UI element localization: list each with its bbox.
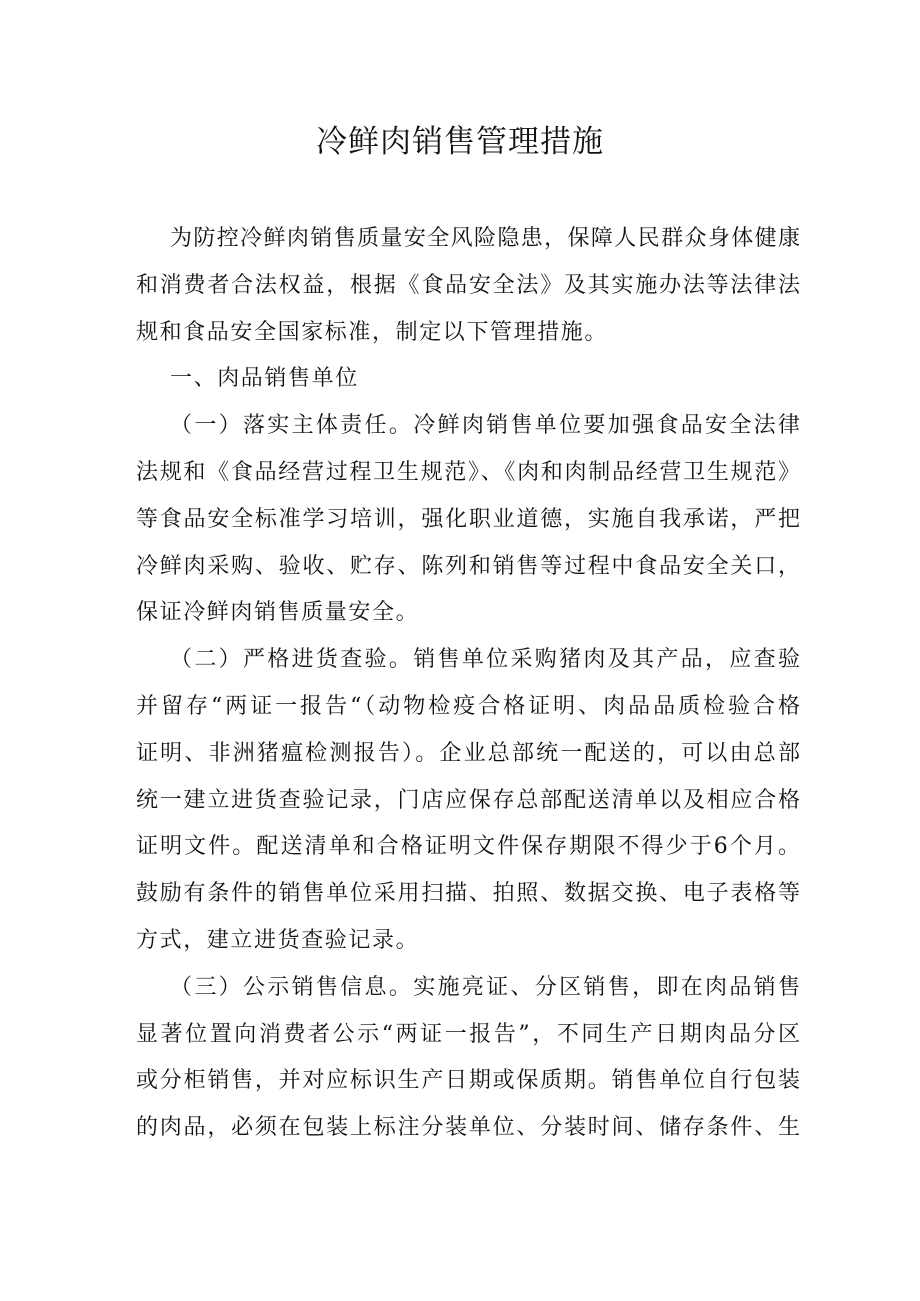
text-line: 并留存“两证一报告“（动物检疫合格证明、肉品品质检验合格 bbox=[136, 693, 800, 719]
paragraph bbox=[136, 403, 800, 637]
paragraph bbox=[136, 965, 800, 1152]
text-line: 证明、非洲猪瘟检测报告）。企业总部统一配送的，可以由总部 bbox=[136, 740, 800, 766]
text-line: 保证冷鲜肉销售质量安全。 bbox=[136, 600, 420, 626]
text-line: 方式，建立进货查验记录。 bbox=[136, 927, 420, 953]
paragraph bbox=[136, 637, 800, 965]
text-line: 显著位置向消费者公示“两证一报告”，不同生产日期肉品分区 bbox=[136, 1021, 800, 1047]
text-line: 的肉品，必须在包装上标注分装单位、分装时间、储存条件、生 bbox=[136, 1115, 800, 1141]
text-line: 鼓励有条件的销售单位采用扫描、拍照、数据交换、电子表格等 bbox=[136, 881, 800, 907]
text-line: 为防控冷鲜肉销售质量安全风险隐患，保障人民群众身体健康 bbox=[170, 226, 800, 251]
text-line: （一）落实主体责任。冷鲜肉销售单位要加强食品安全法律 bbox=[170, 413, 800, 439]
text-line: 或分柜销售，并对应标识生产日期或保质期。销售单位自行包装 bbox=[136, 1068, 800, 1094]
text-line: 和消费者合法权益，根据《食品安全法》及其实施办法等法律法 bbox=[136, 272, 800, 298]
section-heading bbox=[136, 356, 800, 403]
text-line: 规和食品安全国家标准，制定以下管理措施。 bbox=[136, 319, 609, 345]
text-line: 法规和《食品经营过程卫生规范》、《肉和肉制品经营卫生规范》 bbox=[136, 459, 800, 485]
text-line: （三）公示销售信息。实施亮证、分区销售，即在肉品销售 bbox=[170, 974, 800, 1000]
paragraph bbox=[136, 216, 800, 356]
document-title: 冷鲜肉销售管理措施 bbox=[316, 124, 604, 160]
text-line: （二）严格进货查验。销售单位采购猪肉及其产品，应查验 bbox=[170, 647, 800, 673]
text-line: 等食品安全标准学习培训，强化职业道德，实施自我承诺，严把 bbox=[136, 506, 800, 532]
document-body bbox=[136, 216, 800, 1152]
text-line: 证明文件。配送清单和合格证明文件保存期限不得少于6个月。 bbox=[136, 834, 800, 860]
text-line: 冷鲜肉采购、验收、贮存、陈列和销售等过程中食品安全关口， bbox=[136, 553, 800, 579]
text-line: 统一建立进货查验记录，门店应保存总部配送清单以及相应合格 bbox=[136, 787, 800, 813]
text-line: 一、肉品销售单位 bbox=[170, 366, 359, 392]
